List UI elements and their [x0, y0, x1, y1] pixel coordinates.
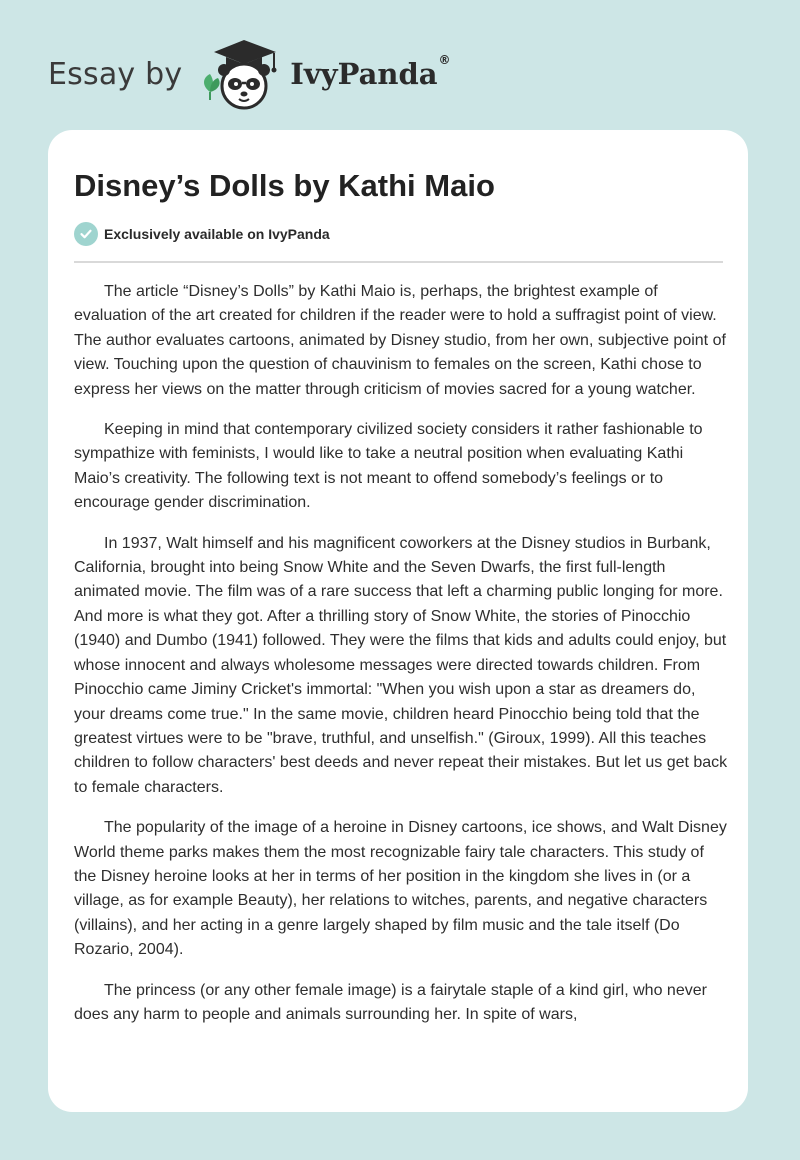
registered-mark: ®: [438, 53, 451, 67]
paragraph: The popularity of the image of a heroine in Disney cartoons, ice shows, and Walt Disney World theme parks makes them the most recognizable fairy tale characters. This study of the Disney heroine looks at her in terms of her position in the kingdom she lives in (or a village, as for example Beauty), her relations to witches, parents, and negative characters (villains), and her acting in a genre largely shaped by film music and the tale itself (Do Rozario, 2004).: [74, 819, 727, 959]
paragraph: In 1937, Walt himself and his magnificent coworkers at the Disney studios in Burbank, California, brought into being Snow White and the Seven Dwarfs, the first full-length animated movie. The film was of a rare success that left a charming public longing for more. And more is what they got. After a thrilling story of Snow White, the stories of Pinocchio (1940) and Dumbo (1941) followed. They were the films that kids and adults could enjoy, but whose innocent and always wholesome messages were directed towards children. From Pinocchio came Jiminy Cricket's immortal: "When you wish upon a star as dreamers do, your dreams come true." In the same movie, children heard Pinocchio being told that the greatest virtues were to be "brave, truthful, and unselfish." (Giroux, 1999). All this teaches children to follow characters' best deeds and never repeat their mistakes. But let us get back to female characters.: [74, 534, 728, 796]
essay-body: [74, 280, 728, 1043]
panda-graduate-icon[interactable]: [196, 34, 286, 114]
paragraph: Keeping in mind that contemporary civilized society considers it rather fashionable to sympathize with feminists, I would like to take a neutral position when evaluating Kathi Maio’s creativity. The following text is not meant to offend somebody’s feelings or to encourage gender discrimination.: [74, 421, 703, 512]
essay-title: Disney’s Dolls by Kathi Maio: [74, 168, 495, 203]
paragraph: The article “Disney’s Dolls” by Kathi Maio is, perhaps, the brightest example of evaluation of the art created for children if the reader were to hold a suffragist point of view. The author evaluates cartoons, animated by Disney studio, from her own, subjective point of view. Touching upon the question of chauvinism to females on the screen, Kathi chose to express her views on the matter through criticism of movies sacred for a young watcher.: [74, 283, 726, 398]
title-divider: [74, 261, 723, 263]
brand-prefix: Essay by: [48, 56, 183, 92]
check-circle-icon: [74, 222, 98, 246]
exclusive-badge-text: Exclusively available on IvyPanda: [104, 226, 330, 242]
brand-name[interactable]: IvyPanda®: [290, 53, 451, 91]
exclusive-badge: [74, 222, 330, 246]
essay-card: [48, 130, 748, 1112]
site-header: [48, 34, 451, 114]
paragraph: The princess (or any other female image) is a fairytale staple of a kind girl, who never does any harm to people and animals surrounding her. In spite of wars,: [74, 981, 707, 1023]
